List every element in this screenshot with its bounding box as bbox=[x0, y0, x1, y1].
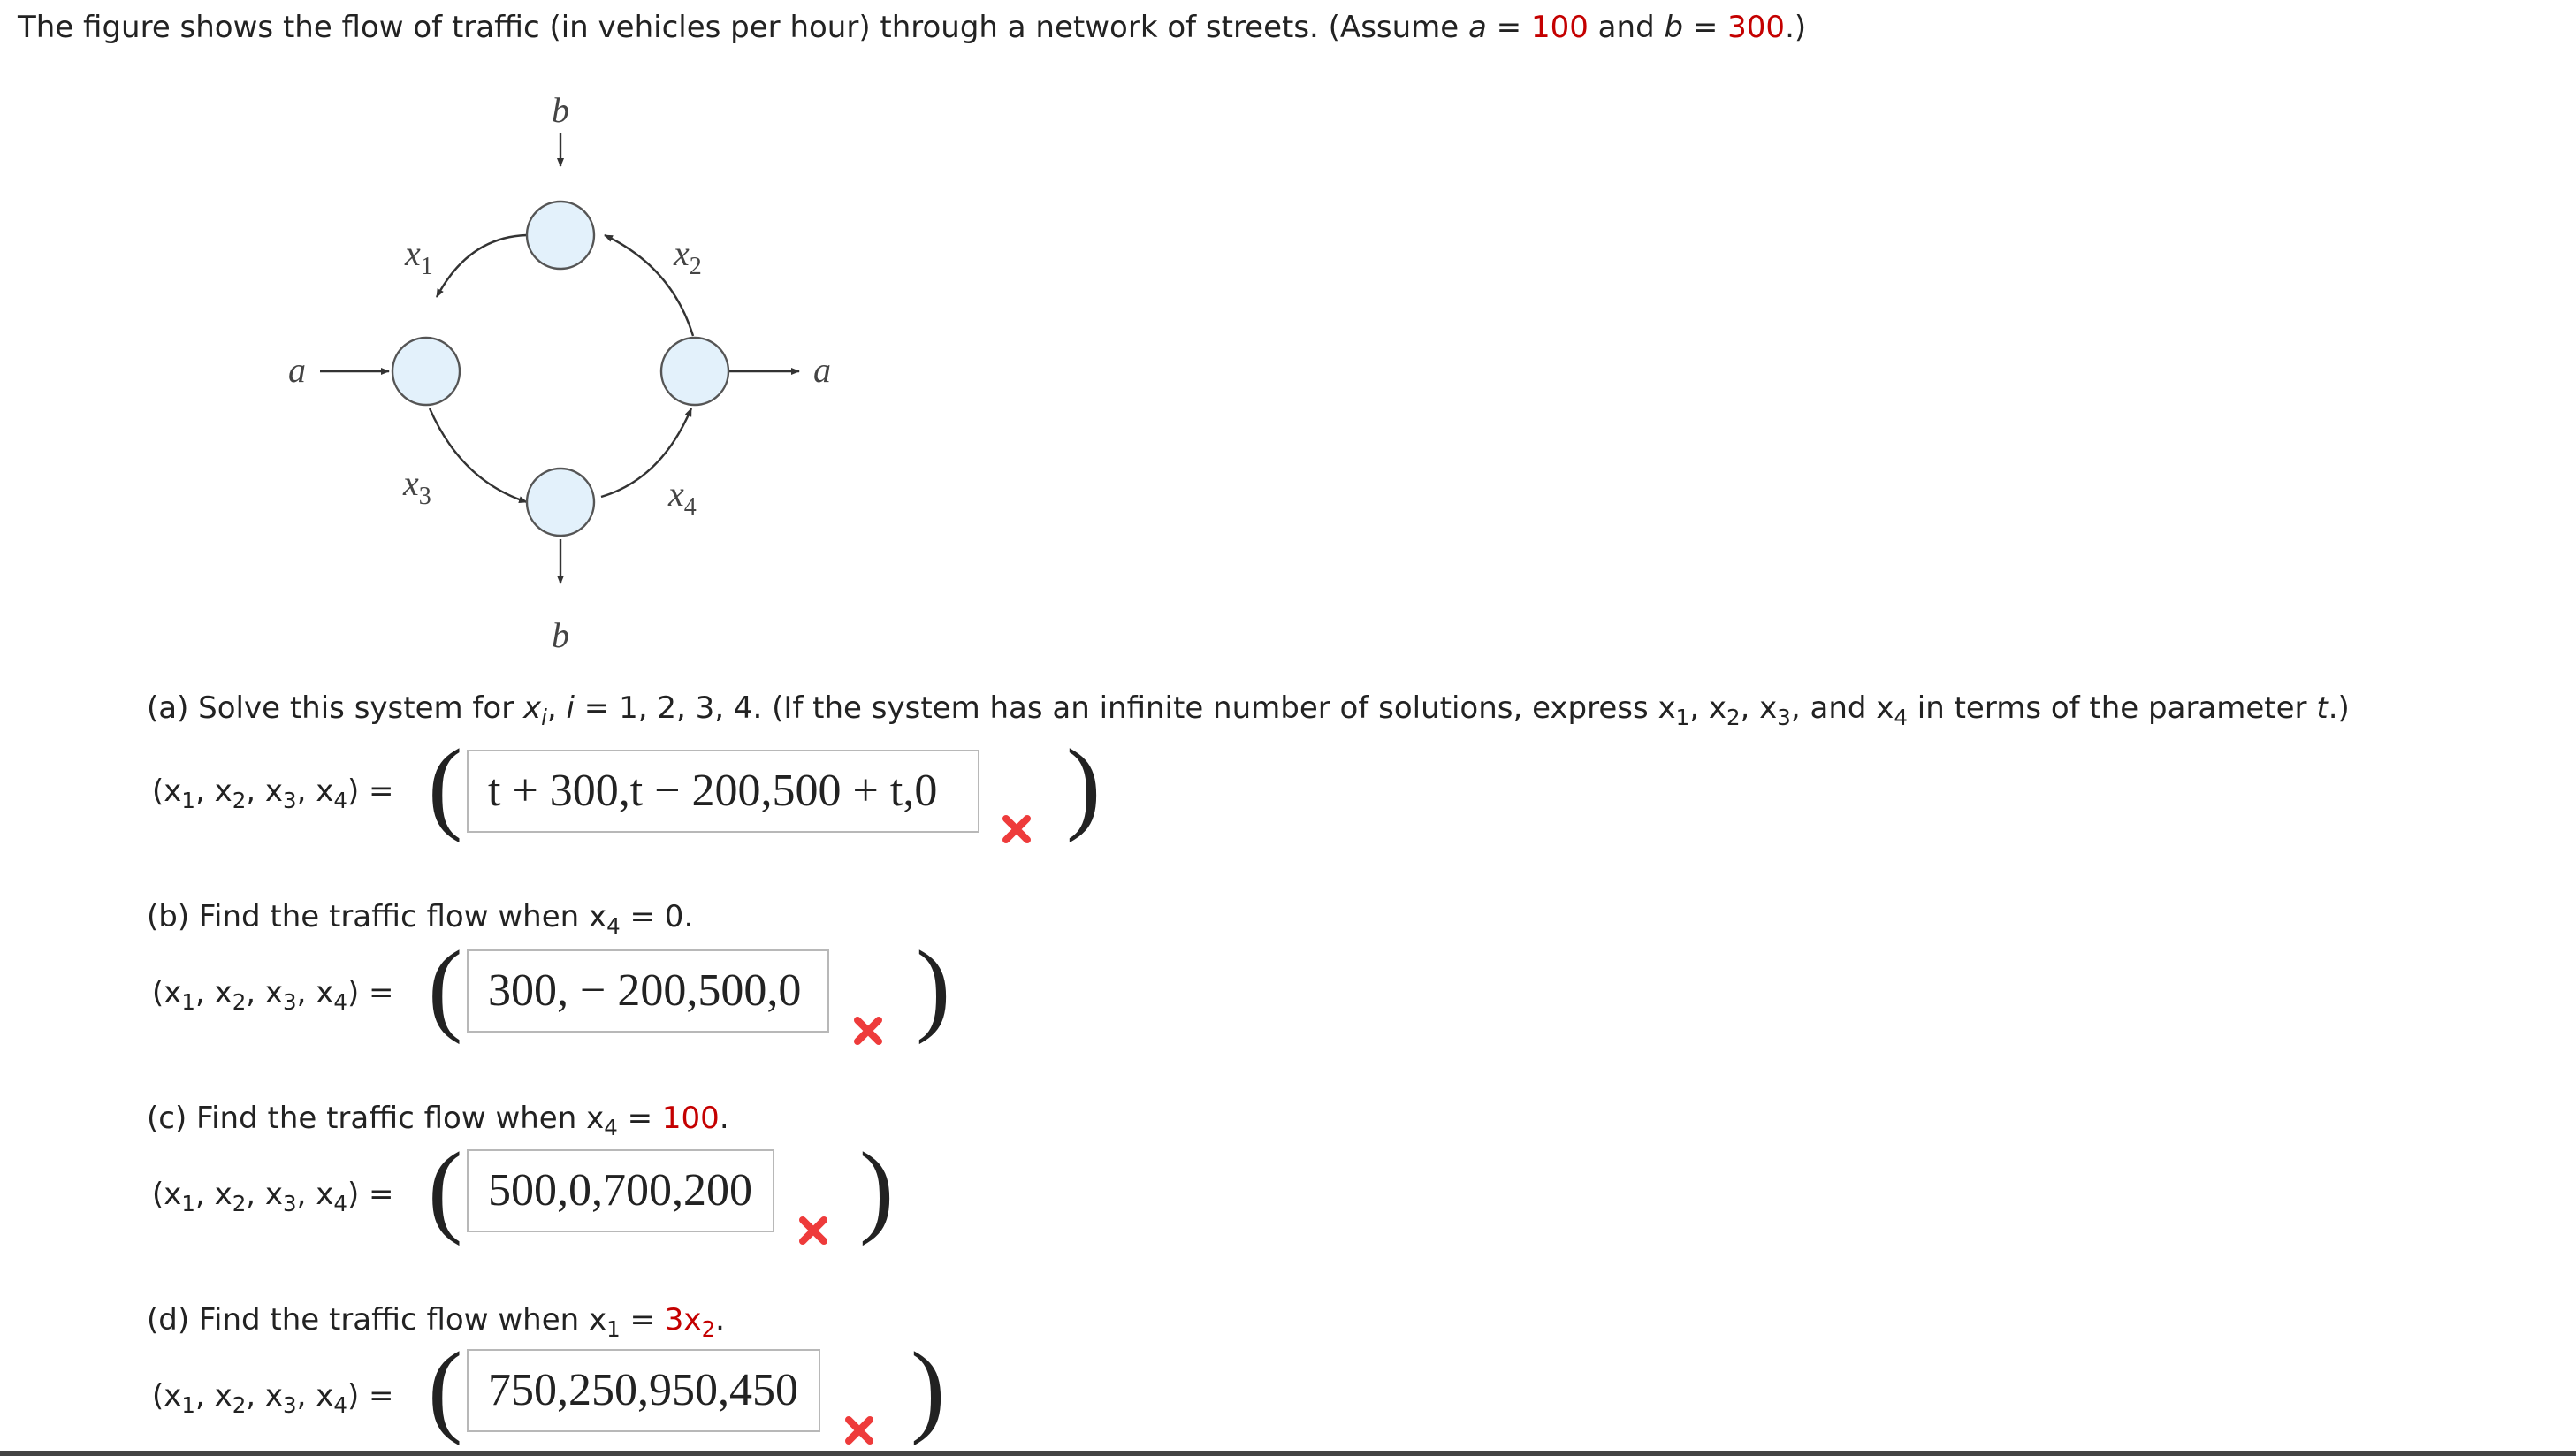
street-x3 bbox=[430, 408, 527, 502]
tuple-label-a: ($x_1$, $x_2$, $x_3$, $x_4$) = bbox=[152, 774, 394, 813]
node-left bbox=[392, 338, 460, 405]
given-a-value: 100 bbox=[1530, 10, 1589, 45]
x-mark-icon bbox=[850, 1013, 886, 1048]
street-x1 bbox=[437, 235, 527, 297]
label-b-top: b bbox=[552, 90, 569, 130]
label-x2: $x_2$ bbox=[674, 233, 702, 280]
problem-statement: The figure shows the flow of traffic (in vehicles per hour) through a network of streets. (Assume a = 100 and b = 300.) bbox=[18, 10, 1807, 45]
x-mark-icon bbox=[999, 812, 1034, 847]
traffic-network-diagram bbox=[0, 0, 902, 672]
x-mark-icon bbox=[842, 1413, 877, 1448]
close-paren-d: ) bbox=[911, 1330, 946, 1446]
label-a-right: a bbox=[813, 350, 831, 390]
open-paren-b: ( bbox=[428, 929, 463, 1045]
open-paren-a: ( bbox=[428, 728, 463, 843]
node-right bbox=[661, 338, 728, 405]
close-paren-c: ) bbox=[859, 1131, 895, 1246]
answer-input-b[interactable]: 300, − 200,500,0 bbox=[467, 949, 829, 1033]
tuple-label-c: ($x_1$, $x_2$, $x_3$, $x_4$) = bbox=[152, 1177, 394, 1216]
tuple-label-d: ($x_1$, $x_2$, $x_3$, $x_4$) = bbox=[152, 1378, 394, 1418]
close-paren-b: ) bbox=[916, 929, 951, 1045]
question-c: (c) Find the traffic flow when $x_4 = 100$. bbox=[147, 1101, 729, 1140]
answer-input-a[interactable]: t + 300,t − 200,500 + t,0 bbox=[467, 750, 979, 833]
question-a: (a) Solve this system for $x_i$, i = 1, 2, 3, 4. (If the system has an infinite number of solutions, express $x_1$, $x_2$, $x_3$, and $x_4$ in terms of the parameter t.) bbox=[147, 690, 2350, 730]
answer-input-c[interactable]: 500,0,700,200 bbox=[467, 1149, 774, 1232]
node-bottom bbox=[527, 469, 594, 536]
bottom-divider bbox=[0, 1451, 2576, 1456]
answer-input-d[interactable]: 750,250,950,450 bbox=[467, 1349, 820, 1432]
open-paren-d: ( bbox=[428, 1330, 463, 1446]
label-x1: $x_1$ bbox=[405, 233, 433, 280]
question-b: (b) Find the traffic flow when $x_4 = 0$. bbox=[147, 899, 694, 939]
node-top bbox=[527, 202, 594, 269]
label-b-bottom: b bbox=[552, 615, 569, 655]
close-paren-a: ) bbox=[1066, 728, 1101, 843]
label-x3: $x_3$ bbox=[403, 463, 431, 510]
question-d: (d) Find the traffic flow when $x_1 = 3x_2$. bbox=[147, 1302, 725, 1342]
label-a-left: a bbox=[288, 350, 306, 390]
open-paren-c: ( bbox=[428, 1131, 463, 1246]
given-b-value: 300 bbox=[1727, 10, 1786, 45]
tuple-label-b: ($x_1$, $x_2$, $x_3$, $x_4$) = bbox=[152, 975, 394, 1015]
label-x4: $x_4$ bbox=[668, 474, 697, 521]
x-mark-icon bbox=[796, 1213, 831, 1248]
